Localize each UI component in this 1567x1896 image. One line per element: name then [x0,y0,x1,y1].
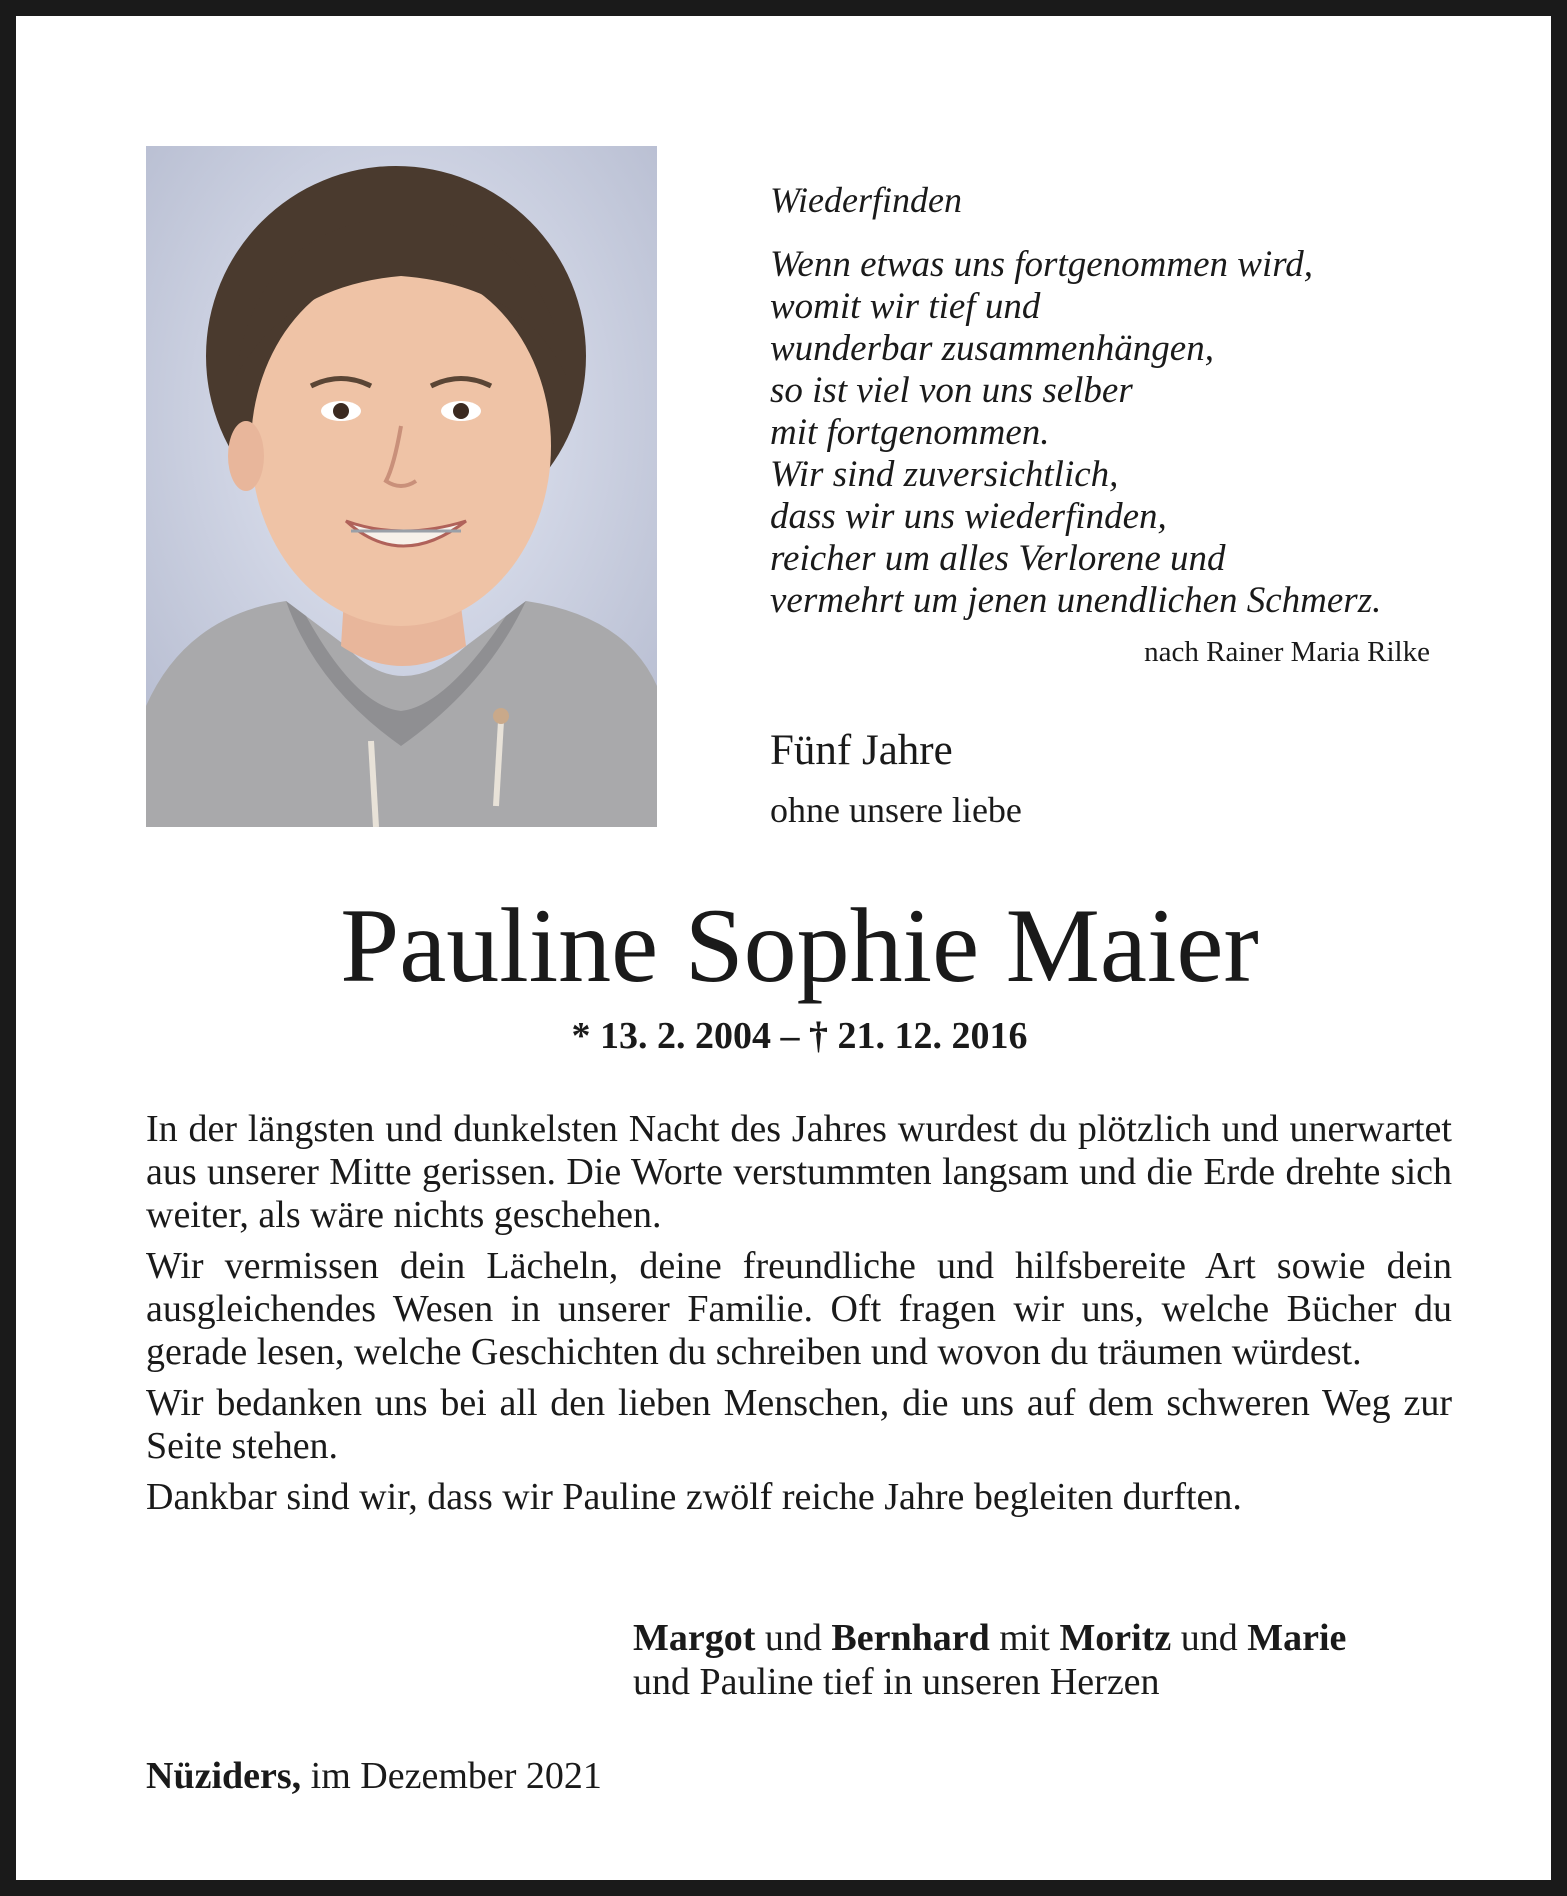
portrait-illustration [146,146,657,827]
place-date-text: im Dezember 2021 [310,1755,602,1797]
place-town: Nüziders, [146,1755,302,1797]
signer-conjunction: und [764,1617,822,1659]
poem-block [770,176,1470,622]
poem-line: reicher um alles Verlorene und [770,538,1226,579]
poem-line: dass wir uns wiederfinden, [770,496,1167,537]
signer-conjunction: mit [999,1617,1050,1659]
life-dates: * 13. 2. 2004 – † 21. 12. 2016 [571,1015,1028,1057]
poem-line: wunderbar zusammenhängen, [770,328,1214,369]
signature-line-2: und Pauline tief in unseren Herzen [633,1661,1160,1703]
intro-line-1: Fünf Jahre [770,727,953,774]
poem-line: Wenn etwas uns fortgenommen wird, [770,244,1314,285]
portrait-photo [146,146,657,827]
deceased-name: Pauline Sophie Maier [340,887,1259,1004]
signer-name: Marie [1247,1617,1347,1659]
poem-line: mit fortgenommen. [770,412,1050,453]
poem-line: vermehrt um jenen unendlichen Schmerz. [770,580,1382,621]
poem-line: womit wir tief und [770,286,1041,327]
place-date [146,1754,602,1798]
signer-name: Margot [633,1617,756,1659]
signer-name: Bernhard [831,1617,990,1659]
obituary-text [146,1108,1452,1527]
paragraph: Dankbar sind wir, dass wir Pauline zwölf reiche Jahre begleiten durften. [146,1476,1242,1518]
signature-line-1 [633,1616,1346,1660]
poem-line: Wir sind zuversichtlich, [770,454,1119,495]
poem-line: so ist viel von uns selber [770,370,1133,411]
poem-title: Wiederfinden [770,180,962,220]
poem-source: nach Rainer Maria Rilke [1144,636,1430,668]
intro-line-2: ohne unsere liebe [770,790,1022,830]
signer-conjunction: und [1180,1617,1238,1659]
paragraph: In der längsten und dunkelsten Nacht des Jahres wurdest du plötzlich und unerwartet aus unserer Mitte gerissen. Die Worte verstummten langsam und die Erde drehte sich weiter, als wäre nichts geschehen. [146,1108,1452,1236]
signature-block [633,1616,1346,1704]
paragraph: Wir bedanken uns bei all den lieben Menschen, die uns auf dem schweren Weg zur Seite stehen. [146,1382,1452,1467]
signer-name: Moritz [1059,1617,1172,1659]
paragraph: Wir vermissen dein Lächeln, deine freundliche und hilfsbereite Art sowie dein ausgleichendes Wesen in unserer Familie. Oft fragen wir uns, welche Bücher du gerade lesen, welche Geschichten du schreiben und wovon du träumen würdest. [146,1245,1452,1373]
